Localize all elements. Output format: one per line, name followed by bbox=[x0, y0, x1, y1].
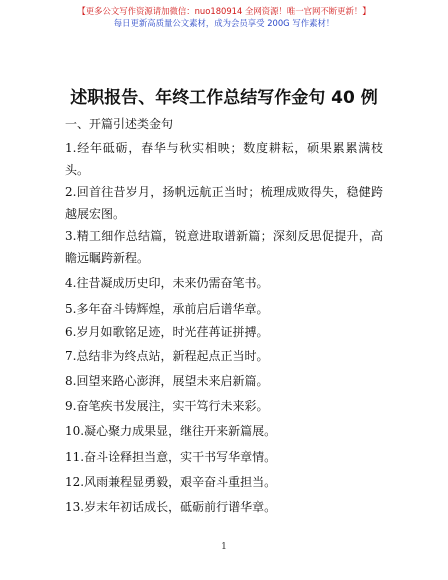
list-item: 11.奋斗诠释担当意，实干书写华章情。 bbox=[65, 450, 277, 464]
list-item: 6.岁月如歌铭足迹，时光荏苒证拼搏。 bbox=[65, 325, 269, 339]
list-item: 13.岁末年初话成长，砥砺前行谱华章。 bbox=[65, 500, 277, 514]
list-item: 1.经年砥砺，春华与秋实相映；数度耕耘，硕果累累满枝头。 bbox=[65, 141, 383, 177]
list-item: 12.风雨兼程显勇毅，艰辛奋斗重担当。 bbox=[65, 475, 277, 489]
list-item: 10.凝心聚力成果显，继往开来新篇展。 bbox=[65, 424, 277, 438]
promo-line-1: 【更多公文写作资源请加微信：nuo180914 全网资源！唯一官网不断更新！】 bbox=[77, 6, 371, 16]
document-title: 述职报告、年终工作总结写作金句 40 例 bbox=[70, 88, 378, 108]
list-item: 3.精工细作总结篇，锐意进取谱新篇；深刻反思促提升，高瞻远瞩跨新程。 bbox=[65, 229, 383, 265]
promo-line-2: 每日更新高质量公文素材，成为会员享受 200G 写作素材！ bbox=[113, 18, 335, 28]
list-item: 8.回望来路心澎湃，展望未来启新篇。 bbox=[65, 374, 269, 388]
header-banner bbox=[0, 5, 448, 29]
list-item: 2.回首往昔岁月，扬帆远航正当时；梳理成败得失，稳健跨越展宏图。 bbox=[65, 185, 383, 221]
list-item: 7.总结非为终点站，新程起点正当时。 bbox=[65, 349, 269, 363]
list-item: 4.往昔凝成历史印，未来仍需奋笔书。 bbox=[65, 276, 269, 290]
list-item: 5.多年奋斗铸辉煌，承前启后谱华章。 bbox=[65, 302, 269, 316]
list-item: 9.奋笔疾书发展注，实干笃行未来彩。 bbox=[65, 399, 269, 413]
section-heading: 一、开篇引述类金句 bbox=[65, 117, 174, 131]
page-number: 1 bbox=[221, 542, 227, 552]
